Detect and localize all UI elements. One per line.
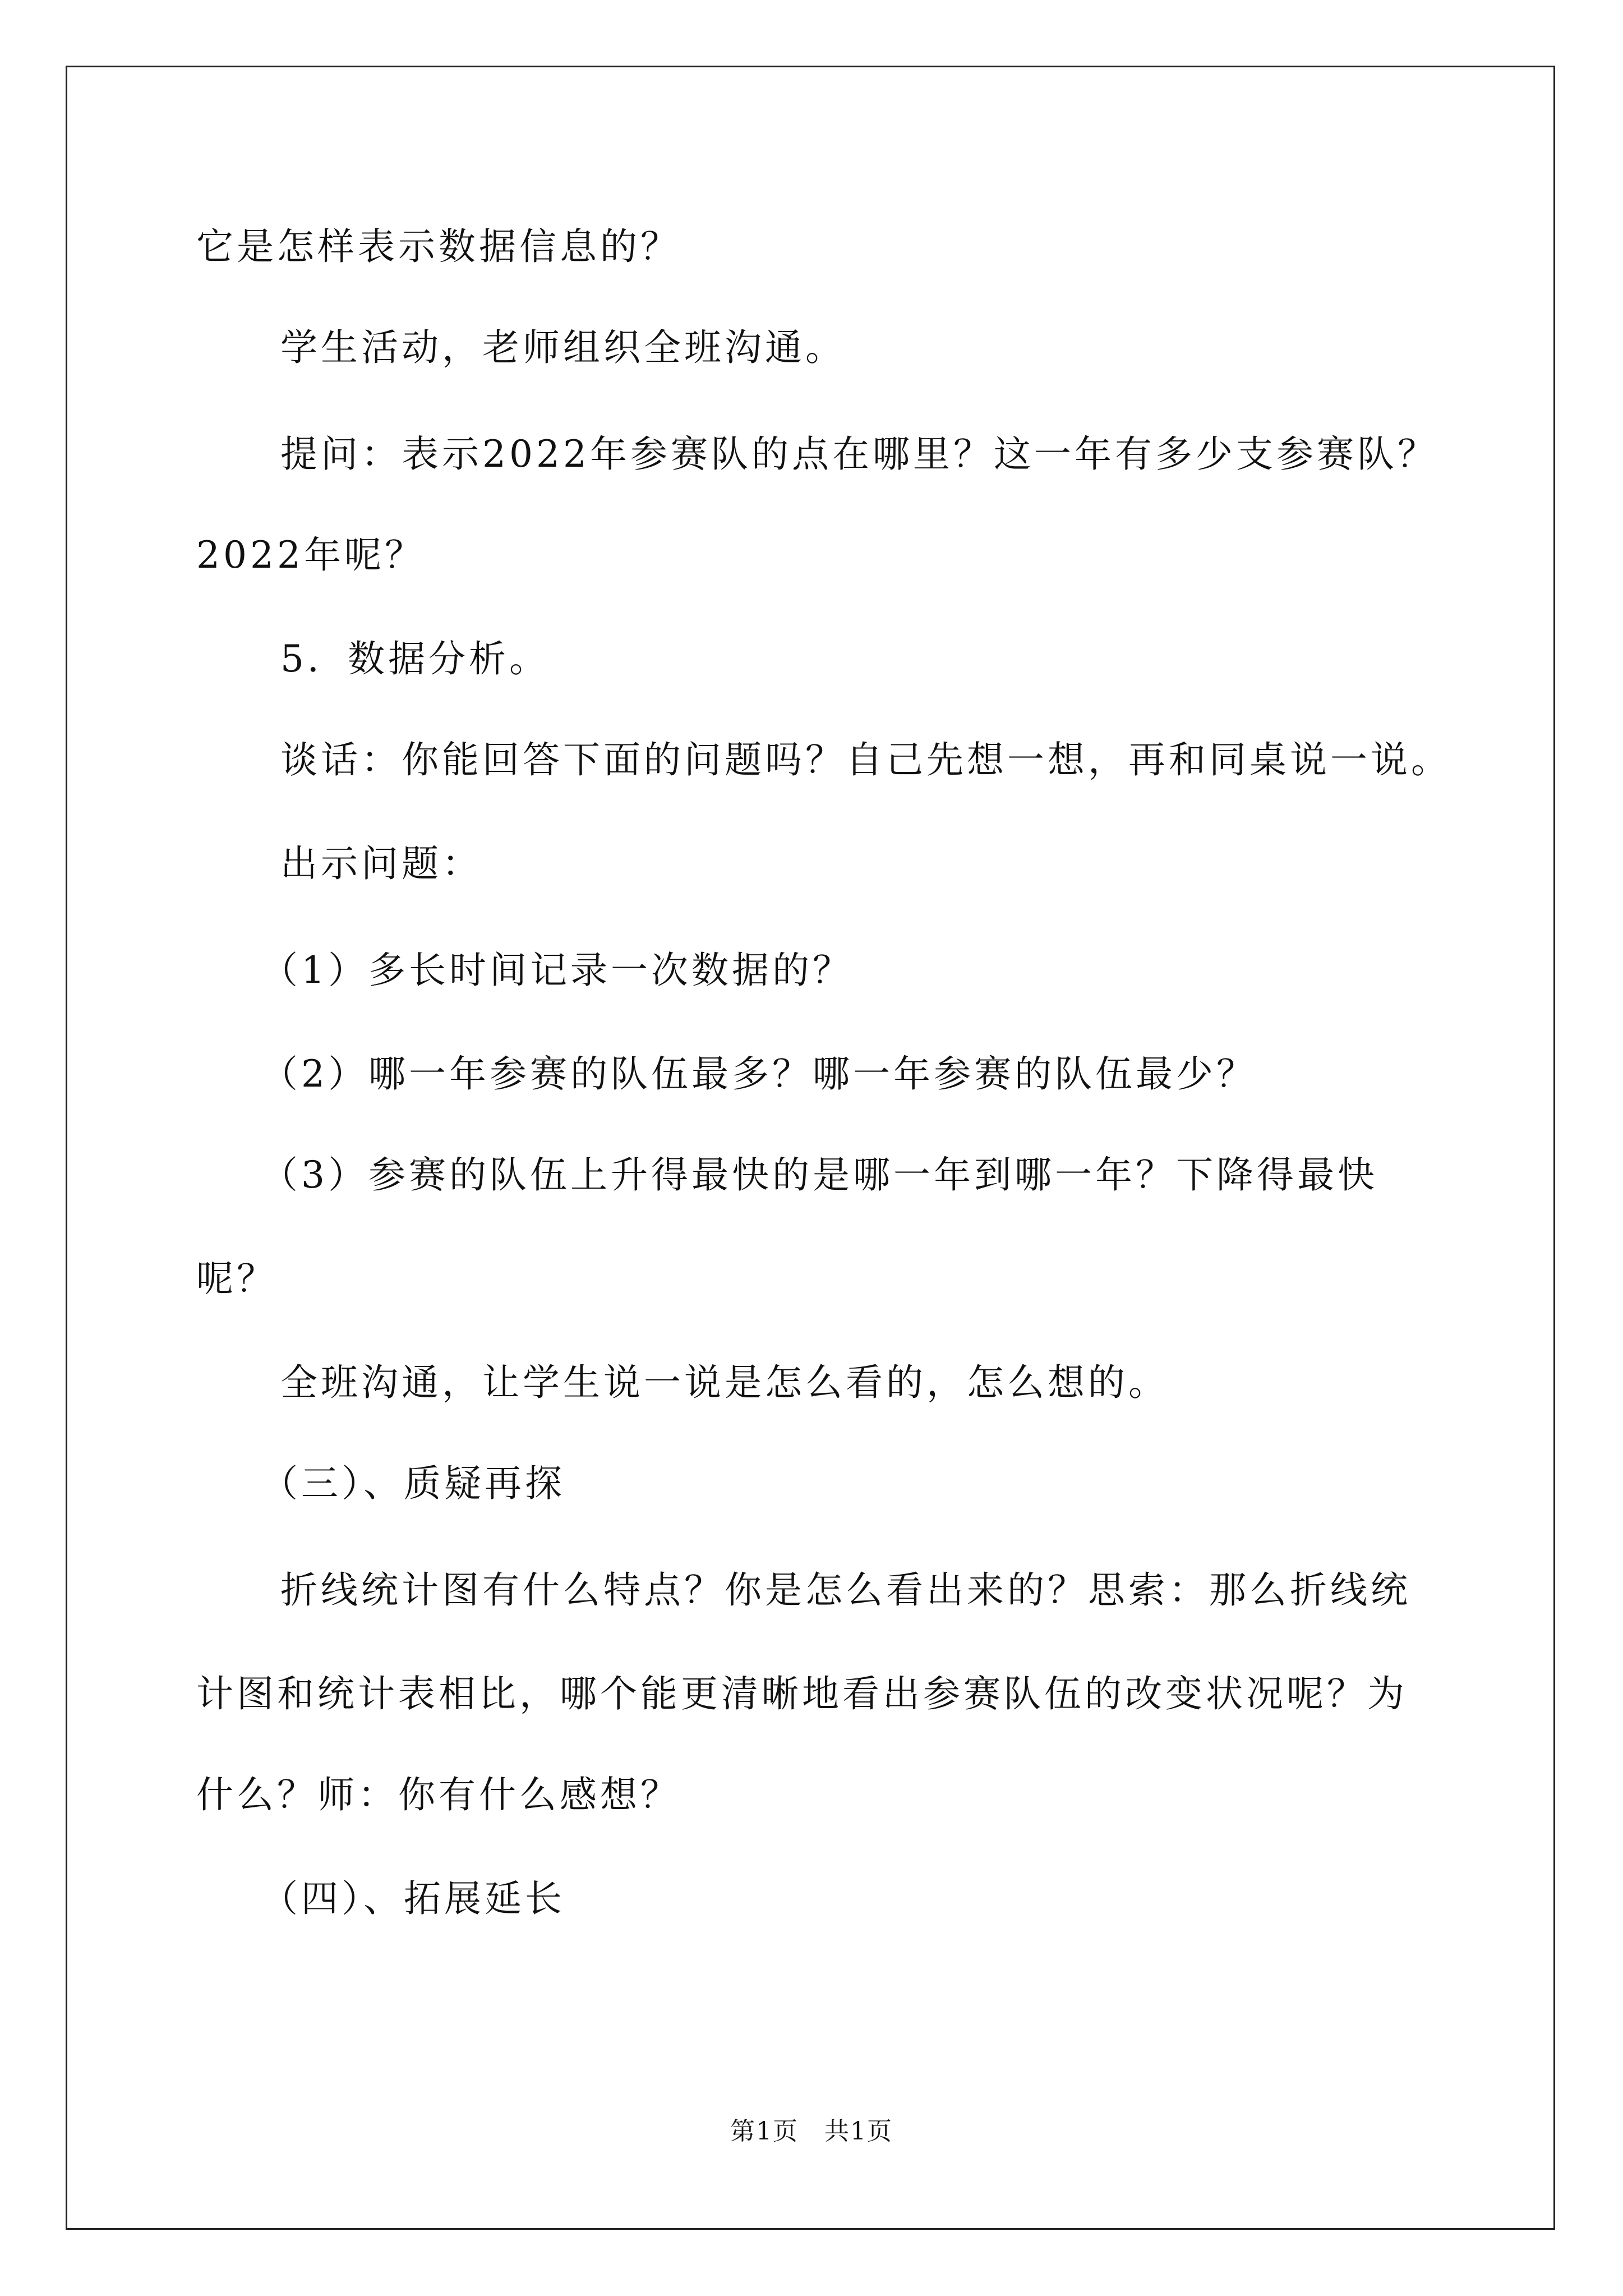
paragraph-line: 什么？师：你有什么感想？ [196,1773,681,1816]
paragraph-line: 谈话：你能回答下面的问题吗？自己先想一想，再和同桌说一说。 [280,738,1451,781]
paragraph-line: 全班沟通，让学生说一说是怎么看的，怎么想的。 [280,1361,1169,1404]
section-heading: （三）、质疑再探 [261,1462,565,1505]
paragraph-line: 学生活动，老师组织全班沟通。 [280,326,846,369]
paragraph-line: （3）参赛的队伍上升得最快的是哪一年到哪一年？下降得最快 [261,1153,1378,1197]
section-heading: （四）、拓展延长 [261,1877,565,1920]
paragraph-line: 出示问题： [280,842,482,885]
paragraph-line: 5．数据分析。 [280,637,550,680]
paragraph-line: 折线统计图有什么特点？你是怎么看出来的？思索：那么折线统 [280,1568,1411,1612]
page-footer: 第1页 共1页 [730,2117,893,2146]
paragraph-line: 提问：表示2022年参赛队的点在哪里？这一年有多少支参赛队？ [280,432,1438,476]
paragraph-line: （2）哪一年参赛的队伍最多？哪一年参赛的队伍最少？ [261,1052,1257,1096]
paragraph-line: 呢？ [196,1257,277,1300]
paragraph-line: （1）多长时间记录一次数据的？ [261,949,853,992]
paragraph-line: 它是怎样表示数据信息的？ [196,225,681,268]
paragraph-line: 2022年呢？ [196,533,425,577]
paragraph-line: 计图和统计表相比，哪个能更清晰地看出参赛队伍的改变状况呢？为 [196,1672,1408,1715]
